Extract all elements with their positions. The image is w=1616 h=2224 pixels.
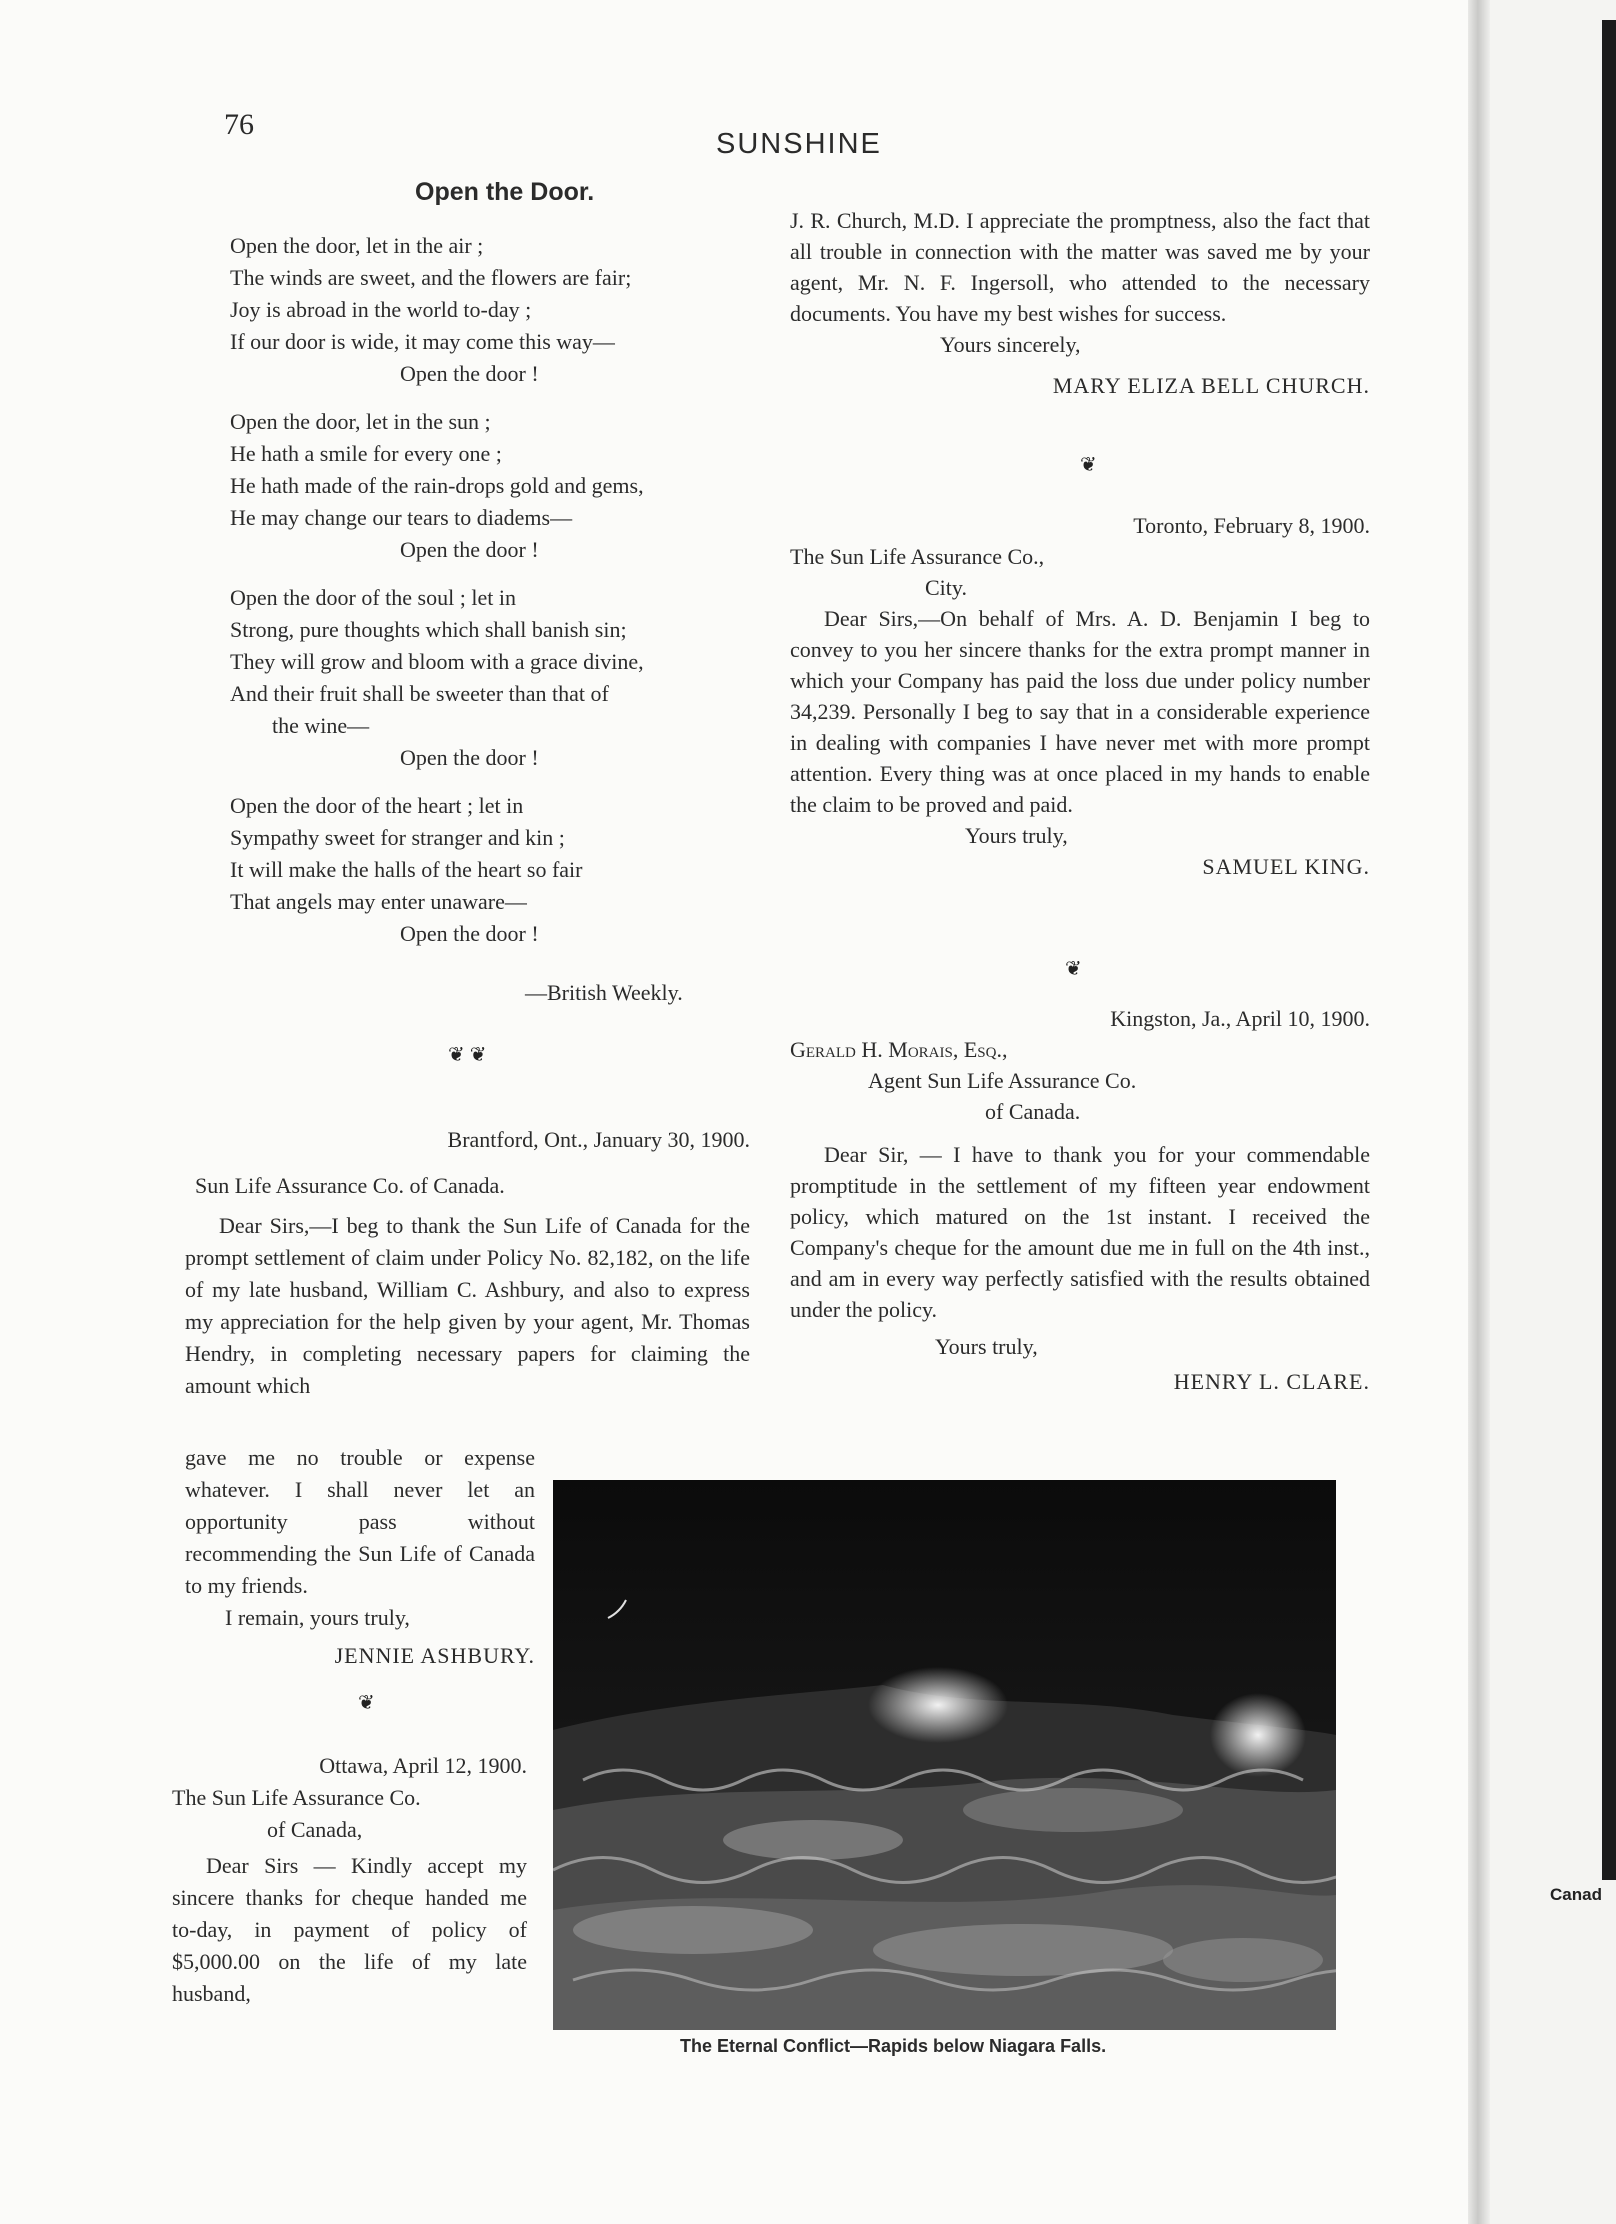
poem-line: The winds are sweet, and the flowers are fair; <box>230 265 632 290</box>
poem-line: Joy is abroad in the world to-day ; <box>230 297 532 322</box>
leaf-ornament-icon: ❦ <box>1065 958 1082 980</box>
running-head: SUNSHINE <box>716 128 882 160</box>
poem-line: the wine— <box>272 713 370 738</box>
letter-church <box>790 205 1370 401</box>
poem-refrain: Open the door ! <box>400 537 539 562</box>
poem-line: Sympathy sweet for stranger and kin ; <box>230 825 565 850</box>
letter-brantford <box>175 1124 750 1402</box>
letter-addressee: of Canada, <box>267 1817 363 1842</box>
letter-dateline: Ottawa, April 12, 1900. <box>319 1753 527 1778</box>
letter-body: J. R. Church, M.D. I appreciate the promptness, also the fact that all trouble in connection with the matter was saved me by your agent, Mr. N. F. Ingersoll, who attended to the necessary documents. You have my best wishes for success. <box>790 208 1370 326</box>
poem-line: If our door is wide, it may come this way— <box>230 329 615 354</box>
letter-signature: MARY ELIZA BELL CHURCH. <box>1052 373 1370 398</box>
poem-line: He hath made of the rain-drops gold and gems, <box>230 473 644 498</box>
poem-line: He hath a smile for every one ; <box>230 441 502 466</box>
letter-addressee: The Sun Life Assurance Co. <box>172 1785 421 1810</box>
rapids-image <box>553 1480 1336 2030</box>
page-number: 76 <box>224 108 254 141</box>
photo-caption: The Eternal Conflict—Rapids below Niagara Falls. <box>680 2036 1107 2056</box>
adjacent-page-edge <box>1602 20 1616 1880</box>
leaf-ornament-icon: ❦ <box>358 1692 375 1714</box>
poem-source: —British Weekly. <box>525 980 683 1005</box>
page-gutter <box>1468 0 1490 2224</box>
letter-signature: HENRY L. CLARE. <box>1173 1369 1370 1394</box>
adjacent-page-text: Canad <box>1550 1885 1602 1904</box>
letter-kingston <box>790 1003 1370 1397</box>
letter-dateline: Brantford, Ont., January 30, 1900. <box>447 1127 750 1152</box>
poem-line: Open the door of the heart ; let in <box>230 793 524 818</box>
poem-line: He may change our tears to diadems— <box>230 505 573 530</box>
letter-body: Dear Sirs,—On behalf of Mrs. A. D. Benjamin I beg to convey to you her sincere thanks for the extra prompt manner in which your Company has paid the loss due under policy number 34,239. Personally I beg to say that in a considerable experience in dealing with companies I have never met with more prompt attention. Every thing was at once placed in my hands to enable the claim to be proved and paid. <box>790 606 1370 817</box>
letter-addressee: of Canada. <box>985 1099 1081 1124</box>
letter-brantford-continued <box>185 1442 535 1672</box>
poem-line: And their fruit shall be sweeter than that of <box>230 681 609 706</box>
letter-dateline: Toronto, February 8, 1900. <box>1133 513 1370 538</box>
letter-body: Dear Sir, — I have to thank you for your commendable promptitude in the settlement of my fifteen year endowment policy, which matured on the 1st instant. I received the Company's cheque for the amount due me in full on the 4th inst., and am in every way perfectly satisfied with the results obtained under the policy. <box>790 1142 1370 1322</box>
letter-toronto <box>790 510 1370 882</box>
letter-ottawa <box>172 1750 527 2010</box>
poem-stanza <box>230 406 790 566</box>
poem-line: Strong, pure thoughts which shall banish sin; <box>230 617 627 642</box>
letter-dateline: Kingston, Ja., April 10, 1900. <box>1110 1006 1370 1031</box>
poem-title: Open the Door. <box>415 178 595 206</box>
letter-closing: Yours truly, <box>935 1334 1038 1359</box>
leaf-ornament-icon: ❦ ❦ <box>448 1044 487 1066</box>
letter-signature: JENNIE ASHBURY. <box>334 1643 535 1668</box>
rapids-photograph <box>553 1480 1336 2030</box>
poem-body <box>230 230 790 966</box>
poem-line: It will make the halls of the heart so fair <box>230 857 583 882</box>
letter-addressee: Gerald H. Morais, Esq., <box>790 1037 1008 1062</box>
letter-body: Dear Sirs,—I beg to thank the Sun Life of Canada for the prompt settlement of claim under Policy No. 82,182, on the life of my late husband, William C. Ashbury, and also to express my appreciation for the help given by your agent, Mr. Thomas Hendry, in completing necessary papers for claiming the amount which <box>185 1213 750 1398</box>
letter-closing: Yours sincerely, <box>940 332 1081 357</box>
poem-line: Open the door of the soul ; let in <box>230 585 516 610</box>
leaf-ornament-icon: ❦ <box>1080 454 1097 476</box>
poem-stanza <box>230 582 790 774</box>
letter-addressee: The Sun Life Assurance Co., <box>790 544 1045 569</box>
poem-stanza <box>230 230 790 390</box>
letter-body: Dear Sirs — Kindly accept my sincere thanks for cheque handed me to-day, in payment of policy of $5,000.00 on the life of my late husband, <box>172 1853 527 2006</box>
poem-refrain: Open the door ! <box>400 361 539 386</box>
poem-line: That angels may enter unaware— <box>230 889 527 914</box>
letter-addressee: Agent Sun Life Assurance Co. <box>868 1068 1137 1093</box>
letter-closing: Yours truly, <box>965 823 1068 848</box>
poem-stanza <box>230 790 790 950</box>
letter-closing: I remain, yours truly, <box>225 1605 410 1630</box>
poem-line: Open the door, let in the sun ; <box>230 409 491 434</box>
letter-signature: SAMUEL KING. <box>1202 854 1370 879</box>
letter-addressee: Sun Life Assurance Co. of Canada. <box>195 1173 505 1198</box>
letter-addressee: City. <box>925 575 967 600</box>
poem-line: Open the door, let in the air ; <box>230 233 484 258</box>
poem-refrain: Open the door ! <box>400 745 539 770</box>
poem-line: They will grow and bloom with a grace divine, <box>230 649 644 674</box>
poem-refrain: Open the door ! <box>400 921 539 946</box>
letter-body: gave me no trouble or expense whatever. I shall never let an opportunity pass without recommending the Sun Life of Canada to my friends. <box>185 1445 535 1598</box>
